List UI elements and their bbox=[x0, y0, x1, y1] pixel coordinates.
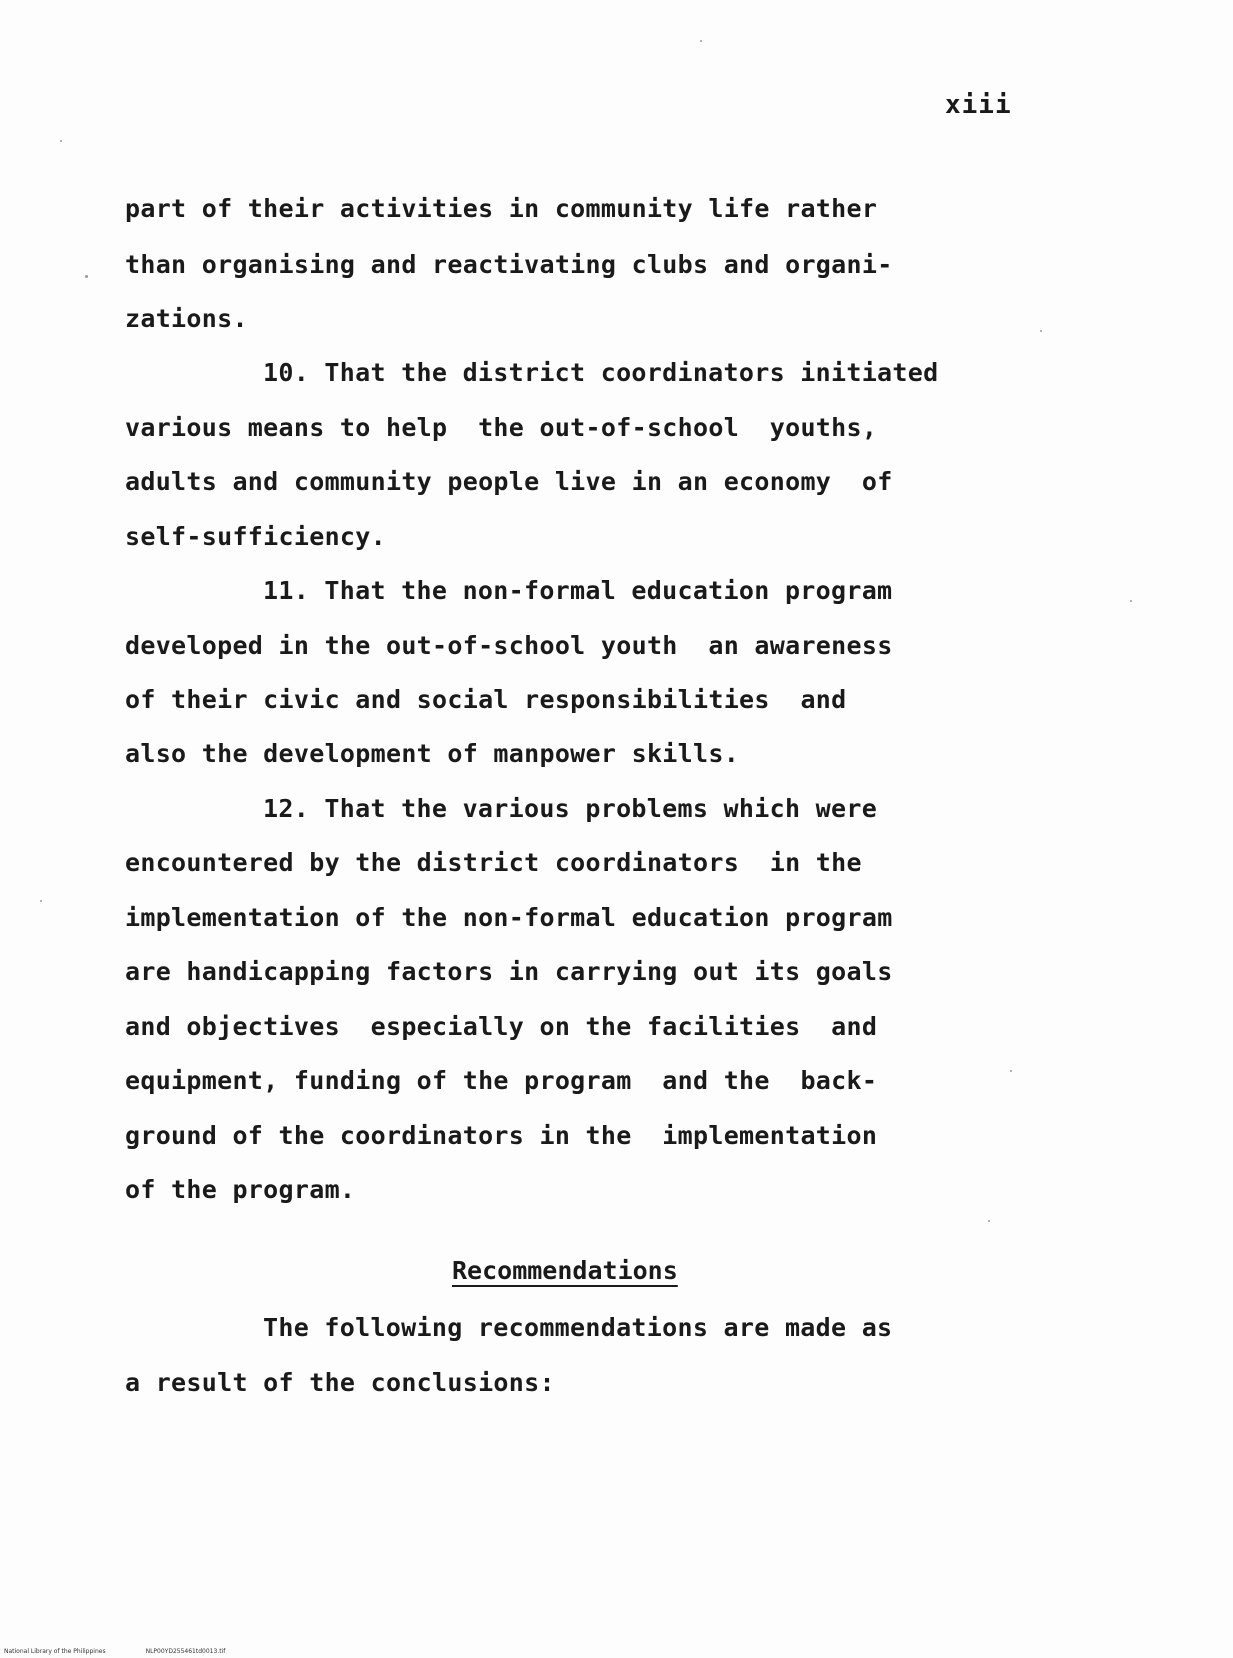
text-line: implementation of the non-formal education program bbox=[125, 903, 893, 932]
text-line: The following recommendations are made as bbox=[263, 1313, 893, 1342]
text-line: zations. bbox=[125, 304, 248, 333]
text-line: self-sufficiency. bbox=[125, 522, 386, 551]
text-line: a result of the conclusions: bbox=[125, 1368, 555, 1397]
scan-speck bbox=[700, 40, 702, 42]
text-line: than organising and reactivating clubs and organi- bbox=[125, 250, 893, 279]
text-line: of their civic and social responsibilities and bbox=[125, 685, 847, 714]
scan-speck bbox=[1130, 600, 1132, 602]
footer-library: National Library of the Philippines bbox=[4, 1648, 106, 1655]
scan-footer bbox=[4, 1648, 265, 1655]
text-line: 11. That the non-formal education program bbox=[263, 576, 893, 605]
text-line: adults and community people live in an economy of bbox=[125, 467, 893, 496]
scan-speck bbox=[60, 140, 62, 142]
text-line: of the program. bbox=[125, 1175, 356, 1204]
text-line: various means to help the out-of-school youths, bbox=[125, 413, 878, 442]
section-heading: Recommendations bbox=[452, 1256, 678, 1285]
scan-speck bbox=[40, 900, 42, 902]
text-line: 12. That the various problems which were bbox=[263, 794, 878, 823]
text-line: ground of the coordinators in the implementation bbox=[125, 1121, 878, 1150]
text-line: are handicapping factors in carrying out its goals bbox=[125, 957, 893, 986]
scan-speck bbox=[1040, 330, 1042, 332]
scan-speck bbox=[988, 1220, 990, 1222]
text-line: 10. That the district coordinators initiated bbox=[263, 358, 939, 387]
footer-file-id: NLP00YD255461td0013.tif bbox=[145, 1648, 226, 1655]
text-line: also the development of manpower skills. bbox=[125, 739, 740, 768]
scan-speck bbox=[1010, 1070, 1012, 1072]
text-line: developed in the out-of-school youth an awareness bbox=[125, 631, 893, 660]
scan-speck bbox=[85, 275, 88, 278]
text-line: encountered by the district coordinators in the bbox=[125, 848, 862, 877]
page-number: xiii bbox=[945, 90, 1012, 120]
text-line: and objectives especially on the facilities and bbox=[125, 1012, 878, 1041]
text-line: equipment, funding of the program and the back- bbox=[125, 1066, 878, 1095]
text-line: part of their activities in community life rather bbox=[125, 194, 878, 223]
